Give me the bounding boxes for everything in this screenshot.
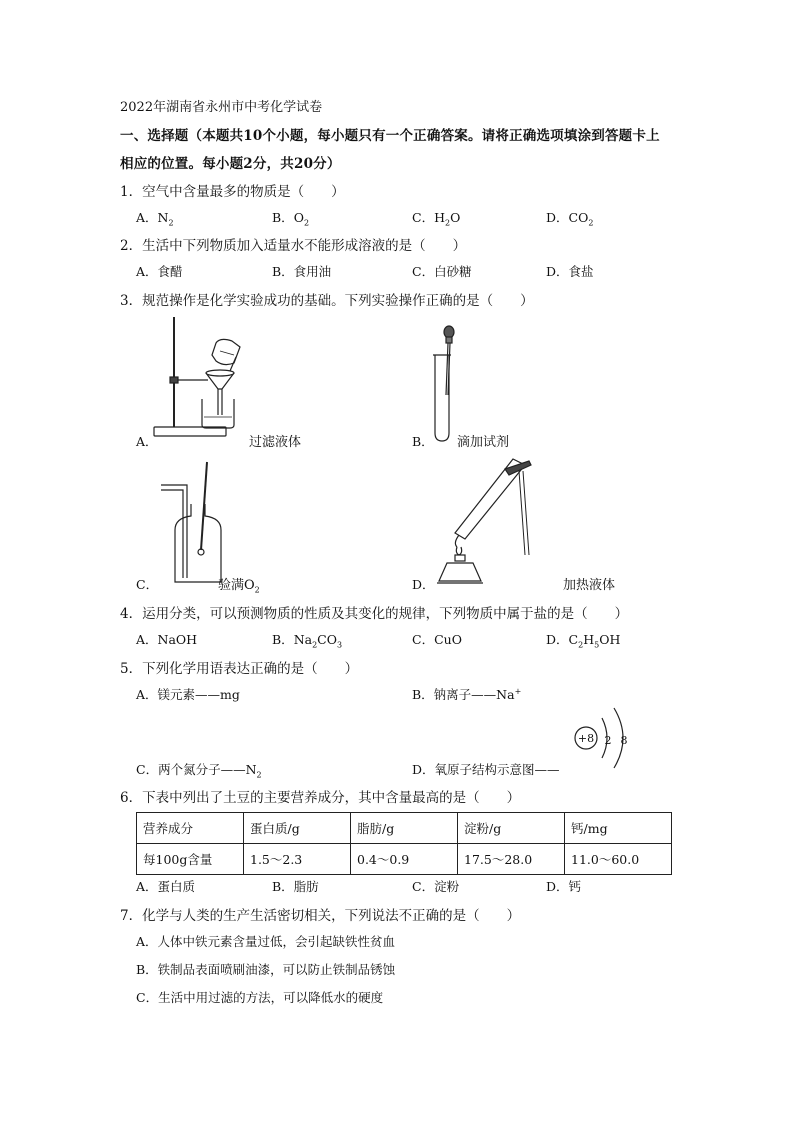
q5-option-c: C．两个氮分子$——N_2$ — [136, 762, 262, 780]
table-header-row — [137, 813, 672, 844]
q1-option-a: A．$N_2$ — [136, 210, 174, 228]
q2-stem: 2．生活中下列物质加入适量水不能形成溶液的是（ ） — [120, 238, 467, 254]
q6-option-c: C．淀粉 — [412, 879, 460, 894]
q1-stem: 1．空气中含量最多的物质是（ ） — [120, 184, 345, 200]
q7-option-b: B．铁制品表面喷刷油漆，可以防止铁制品锈蚀 — [136, 962, 396, 977]
q3-option-b-letter: B． — [412, 434, 434, 449]
q2-option-d: D．食盐 — [546, 264, 594, 279]
q7-stem: 7．化学与人类的生产生活密切相关，下列说法不正确的是（ ） — [120, 908, 521, 924]
exam-title: 2022年湖南省永州市中考化学试卷 — [120, 100, 323, 115]
q3-option-d-letter: D． — [412, 577, 435, 592]
q1-option-b: B．$O_2$ — [272, 210, 310, 228]
q4-stem: 4．运用分类，可以预测物质的性质及其变化的规律，下列物质中属于盐的是（ ） — [120, 606, 629, 622]
q6-stem: 6．下表中列出了土豆的主要营养成分，其中含量最高的是（ ） — [120, 790, 521, 806]
q3-option-c-letter: C． — [136, 577, 159, 592]
table-header-cell: 蛋白质/g — [244, 813, 351, 844]
atom-shell2-label: 8 — [620, 734, 628, 747]
q2-option-a: A．食醋 — [136, 264, 183, 279]
q5-option-a: A．镁元素——mg — [136, 687, 240, 702]
table-header-cell: 钙/mg — [565, 813, 672, 844]
filtration-apparatus-figure — [150, 315, 260, 440]
table-row — [137, 844, 672, 875]
nutrition-table — [136, 812, 672, 875]
table-cell: 11.0～60.0 — [565, 844, 672, 875]
q5-stem: 5．下列化学用语表达正确的是（ ） — [120, 661, 359, 677]
q4-option-b: B．$Na_2CO_3$ — [272, 632, 343, 650]
q4-option-a: A．NaOH — [136, 632, 198, 647]
heating-test-tube-figure — [425, 455, 540, 590]
table-header-cell: 营养成分 — [137, 813, 244, 844]
q6-option-d: D．钙 — [546, 879, 582, 894]
q7-option-c: C．生活中用过滤的方法，可以降低水的硬度 — [136, 990, 384, 1005]
table-cell: 17.5～28.0 — [458, 844, 565, 875]
dropper-test-tube-figure — [425, 325, 465, 445]
q3-option-a-letter: A． — [136, 434, 158, 449]
oxygen-atom-structure-diagram — [570, 704, 640, 772]
table-cell: 每100g含量 — [137, 844, 244, 875]
atom-shell1-label: 2 — [604, 734, 612, 747]
section-heading-line1: 一、选择题（本题共10个小题，每小题只有一个正确答案。请将正确选项填涂到答题卡上 — [120, 128, 660, 144]
table-header-cell: 脂肪/g — [351, 813, 458, 844]
q3-option-c-caption: 验满$O_2$ — [218, 578, 260, 595]
q7-option-a: A．人体中铁元素含量过低，会引起缺铁性贫血 — [136, 934, 396, 949]
section-heading-line2: 相应的位置。每小题2分，共20分） — [120, 156, 341, 172]
q3-option-d-caption: 加热液体 — [563, 578, 616, 593]
table-cell: 1.5～2.3 — [244, 844, 351, 875]
q3-option-b-caption: 滴加试剂 — [457, 435, 510, 450]
q2-option-b: B．食用油 — [272, 264, 332, 279]
q5-option-b: B．钠离子——Na+ — [412, 686, 522, 702]
q2-option-c: C．白砂糖 — [412, 264, 472, 279]
q1-option-d: D．$CO_2$ — [546, 210, 594, 228]
q6-option-a: A．蛋白质 — [136, 879, 196, 894]
q1-option-c: C．$H_2O$ — [412, 210, 461, 228]
table-cell: 0.4～0.9 — [351, 844, 458, 875]
q3-stem: 3．规范操作是化学实验成功的基础。下列实验操作正确的是（ ） — [120, 293, 534, 309]
table-header-cell: 淀粉/g — [458, 813, 565, 844]
q6-option-b: B．脂肪 — [272, 879, 319, 894]
q4-option-d: D．$C_2H_5OH$ — [546, 632, 621, 650]
gas-collection-bottle-figure — [155, 460, 235, 585]
atom-nucleus-label: +8 — [577, 732, 595, 745]
q4-option-c: C．CuO — [412, 632, 462, 647]
q3-option-a-caption: 过滤液体 — [249, 435, 302, 450]
q5-option-d: D．氧原子结构示意图—— — [412, 762, 560, 777]
